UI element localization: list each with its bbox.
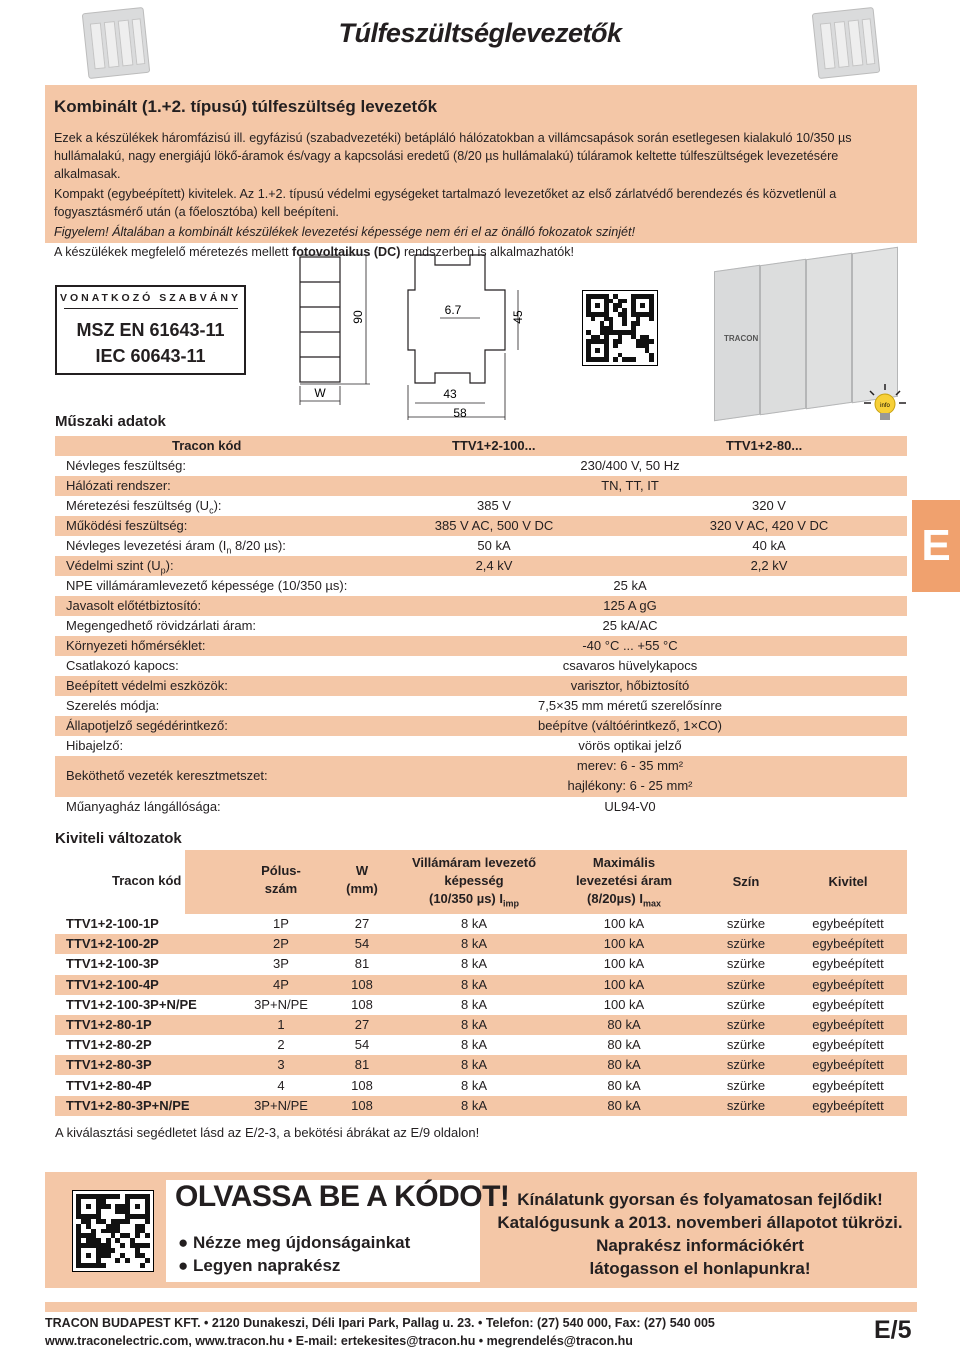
variant-max: 100 kA xyxy=(603,976,645,992)
lightbulb-icon xyxy=(862,383,908,423)
section-tab-e[interactable]: E xyxy=(912,500,960,592)
variant-max: 80 kA xyxy=(607,1037,641,1053)
variant-type: egybeépített xyxy=(812,1057,884,1073)
standard-box xyxy=(55,285,246,375)
variant-code: TTV1+2-80-3P xyxy=(66,1057,152,1073)
variant-imp: 8 kA xyxy=(460,1077,488,1093)
variant-w: 81 xyxy=(354,956,370,972)
variant-color: szürke xyxy=(726,1017,766,1032)
footer-contacts[interactable]: www.traconelectric.com, www.tracon.hu • E-mail: ertekesites@tracon.hu • megrendelés@tracon.hu xyxy=(45,1334,633,1348)
spec-label: Beköthető vezeték keresztmetszet: xyxy=(66,768,268,783)
variant-w: 108 xyxy=(351,976,373,992)
spec-label: Hálózati rendszer: xyxy=(66,478,171,493)
variant-type: egybeépített xyxy=(812,976,884,992)
spec-value-shared: 25 kA/AC xyxy=(602,618,658,633)
spec-value-100: 385 V xyxy=(477,498,511,513)
spec-value-80: 2,2 kV xyxy=(750,558,788,573)
variant-type: egybeépített xyxy=(812,916,884,931)
spec-value-shared: 125 A gG xyxy=(603,598,657,613)
footer xyxy=(45,1314,715,1350)
variant-code: TTV1+2-100-1P xyxy=(66,916,159,931)
variant-type: egybeépített xyxy=(812,1077,884,1093)
variant-w: 108 xyxy=(351,1097,373,1113)
variant-type: egybeépített xyxy=(812,956,884,972)
product-label: TRACON xyxy=(724,334,759,343)
promo-bullet-1-text: Nézze meg újdonságainkat xyxy=(193,1233,411,1252)
spec-label: Megengedhető rövidzárlati áram: xyxy=(66,618,257,633)
lightbulb-text: info xyxy=(880,403,890,409)
dim-43-label: 43 xyxy=(443,387,457,401)
spec-label: Műanyagház lángállósága: xyxy=(66,799,221,814)
read-code-heading: OLVASSA BE A KÓDOT! xyxy=(175,1180,510,1213)
specs-col2-header: TTV1+2-80... xyxy=(726,438,803,453)
page-number: E/5 xyxy=(874,1316,912,1344)
spec-row xyxy=(55,456,907,476)
spec-row xyxy=(55,797,907,817)
spec-label xyxy=(66,558,174,576)
spec-row xyxy=(55,516,907,536)
variant-poles: 2P xyxy=(273,936,289,952)
spec-value-shared: vörös optikai jelző xyxy=(578,738,682,753)
table-row xyxy=(55,1035,907,1055)
intro-heading: Kombinált (1.+2. típusú) túlfeszültség levezetők xyxy=(54,97,438,116)
dim-45-label: 45 xyxy=(511,310,525,324)
header-poles-2: szám xyxy=(264,881,298,896)
intro-paragraph-2: Kompakt (egybeépített) kivitelek. Az 1.+2. típusú védelmi egységeket tartalmazó levezetőket az első zárlatvédő berendezés és közvetlenül a fogyasztásmérő után (a főelosztóba) kell beépíteni. xyxy=(54,187,837,219)
footer-divider xyxy=(45,1302,917,1312)
variant-color: szürke xyxy=(726,1097,766,1113)
standard-label: VONATKOZÓ SZABVÁNY xyxy=(60,292,241,304)
intro-p4-a: A készülékek megfelelő méretezés mellett xyxy=(54,245,289,259)
variant-max: 100 kA xyxy=(603,956,645,972)
table-row xyxy=(55,914,907,934)
variant-color: szürke xyxy=(726,1077,766,1093)
variant-poles: 3 xyxy=(277,1057,285,1073)
header-max xyxy=(559,854,689,913)
variant-code: TTV1+2-100-3P+N/PE xyxy=(66,996,197,1012)
variant-imp: 8 kA xyxy=(460,1037,488,1053)
spec-label-end: ): xyxy=(213,498,222,513)
variant-color: szürke xyxy=(726,956,766,972)
variant-type: egybeépített xyxy=(812,936,884,952)
table-row xyxy=(55,1096,907,1116)
variant-w: 108 xyxy=(351,1077,373,1093)
spec-label: Szerelés módja: xyxy=(66,698,160,713)
variant-w: 108 xyxy=(351,996,373,1012)
variant-poles: 3P+N/PE xyxy=(254,1097,308,1113)
page-title: Túlfeszültséglevezetők xyxy=(338,18,622,48)
table-row xyxy=(55,934,907,954)
header-code: Tracon kód xyxy=(112,873,182,888)
standard-code-2: IEC 60643-11 xyxy=(95,346,206,366)
variants-note: A kiválasztási segédletet lásd az E/2-3, a bekötési ábrákat az E/9 oldalon! xyxy=(55,1125,480,1140)
spec-label: Beépített védelmi eszközök: xyxy=(66,678,228,693)
variant-code: TTV1+2-80-1P xyxy=(66,1017,152,1032)
variant-poles: 3P xyxy=(273,956,289,972)
qr-code-top[interactable] xyxy=(582,290,658,366)
spec-value-shared: -40 °C ... +55 °C xyxy=(582,638,678,653)
specs-heading: Műszaki adatok xyxy=(55,413,166,430)
spec-row xyxy=(55,576,907,596)
header-w-1: W xyxy=(355,863,369,878)
spec-value-shared: varisztor, hőbiztosító xyxy=(570,678,690,693)
spec-label-main: Névleges levezetési áram (I xyxy=(66,538,227,553)
variant-color: szürke xyxy=(726,976,766,992)
intro-paragraph-3 xyxy=(54,223,908,241)
spec-label-main: Méretezési feszültség (U xyxy=(66,498,210,513)
promo-line-3: Naprakész információkért xyxy=(596,1236,804,1255)
header-max-sub: max xyxy=(642,898,661,909)
spec-row xyxy=(55,536,907,556)
variants-header xyxy=(185,850,907,914)
spec-row xyxy=(55,616,907,636)
variant-max: 100 kA xyxy=(603,936,645,952)
header-imp-3: (10/350 µs) I xyxy=(429,891,503,906)
divider xyxy=(64,308,238,309)
variant-imp: 8 kA xyxy=(460,956,488,972)
header-max-2: levezetési áram xyxy=(575,873,673,888)
spec-value-80: 320 V AC, 420 V DC xyxy=(709,518,829,533)
spec-row xyxy=(55,596,907,616)
spec-label-sub: c xyxy=(209,505,214,516)
spec-value-shared: merev: 6 - 35 mm² xyxy=(576,758,684,773)
promo-line-4: látogasson el honlapunkra! xyxy=(589,1259,811,1278)
spec-row xyxy=(55,756,907,797)
spec-label xyxy=(66,498,222,516)
promo-bullet-2: ● Legyen naprakész xyxy=(178,1256,341,1275)
variant-imp: 8 kA xyxy=(460,936,488,952)
header-imp xyxy=(399,854,549,913)
variants-heading: Kiviteli változatok xyxy=(55,830,182,847)
header-w-2: (mm) xyxy=(346,881,378,896)
variant-code: TTV1+2-100-4P xyxy=(66,976,159,992)
table-row xyxy=(55,975,907,995)
variant-w: 27 xyxy=(354,916,370,931)
standard-code-1: MSZ EN 61643-11 xyxy=(76,320,225,340)
intro-p4-b: fotovoltaikus (DC) xyxy=(292,245,401,259)
dimension-drawing xyxy=(290,245,535,425)
variant-max: 80 kA xyxy=(607,1097,641,1113)
variant-type: egybeépített xyxy=(812,1037,884,1053)
spec-value-100: 2,4 kV xyxy=(475,558,513,573)
variant-color: szürke xyxy=(726,1037,766,1053)
table-row xyxy=(55,1076,907,1096)
spec-label-sub: p xyxy=(160,565,166,576)
specs-col-label: Tracon kód xyxy=(172,438,242,453)
spec-label: Hibajelző: xyxy=(66,738,124,753)
spec-label-main: Védelmi szint (U xyxy=(66,558,161,573)
promo-bullet-1: ● Nézze meg újdonságainkat xyxy=(178,1233,411,1252)
variant-poles: 3P+N/PE xyxy=(254,996,308,1012)
variant-color: szürke xyxy=(726,916,766,931)
variant-code: TTV1+2-100-3P xyxy=(66,956,159,972)
spec-value-shared: UL94-V0 xyxy=(604,799,656,814)
spec-label: Működési feszültség: xyxy=(66,518,188,533)
table-row xyxy=(55,1015,907,1035)
variant-imp: 8 kA xyxy=(460,976,488,992)
spec-label xyxy=(66,538,286,556)
header-max-3: (8/20µs) I xyxy=(587,891,643,906)
spec-row xyxy=(55,736,907,756)
spec-label: Javasolt előtétbiztosító: xyxy=(66,598,202,613)
variant-max: 100 kA xyxy=(603,916,645,931)
spec-value-100: 385 V AC, 500 V DC xyxy=(434,518,554,533)
spec-label: NPE villámáramlevezető képessége (10/350 µs): xyxy=(66,578,348,593)
intro-panel xyxy=(45,85,917,259)
header-poles-1: Pólus- xyxy=(261,863,301,878)
variant-type: egybeépített xyxy=(812,996,884,1012)
header-w xyxy=(346,862,378,898)
spec-label-end: ): xyxy=(165,558,174,573)
spec-value-shared: beépítve (váltóérintkező, 1×CO) xyxy=(538,718,722,733)
spec-value-80: 40 kA xyxy=(752,538,786,553)
specs-col1-header: TTV1+2-100... xyxy=(452,438,536,453)
dim-58-label: 58 xyxy=(453,406,467,420)
variant-poles: 4P xyxy=(273,976,289,992)
variant-max: 100 kA xyxy=(603,996,645,1012)
warning-label: Figyelem! xyxy=(54,225,109,239)
spec-row xyxy=(55,556,907,576)
spec-label: Környezeti hőmérséklet: xyxy=(66,638,206,653)
variant-color: szürke xyxy=(726,1057,766,1073)
dim-width-label: W xyxy=(314,386,326,400)
spec-label: Névleges feszültség: xyxy=(66,458,186,473)
spec-row xyxy=(55,476,907,496)
variant-poles: 1 xyxy=(277,1017,285,1032)
spec-label-sub: n xyxy=(226,545,232,556)
variant-type: egybeépített xyxy=(812,1097,884,1113)
spec-value-100: 50 kA xyxy=(477,538,511,553)
spec-label: Állapotjelző segédérintkező: xyxy=(66,718,228,733)
variant-imp: 8 kA xyxy=(460,916,488,931)
variant-poles: 4 xyxy=(277,1077,285,1093)
variant-w: 27 xyxy=(354,1017,370,1032)
variant-imp: 8 kA xyxy=(460,996,488,1012)
header-max-1: Maximális xyxy=(592,855,656,870)
header-poles xyxy=(261,862,301,898)
variant-code: TTV1+2-80-3P+N/PE xyxy=(66,1097,190,1113)
variant-w: 81 xyxy=(354,1057,370,1073)
spec-row xyxy=(55,636,907,656)
spec-value-shared: 7,5×35 mm méretű szerelősínre xyxy=(538,698,722,713)
spec-value-shared: csavaros hüvelykapocs xyxy=(562,658,698,673)
intro-paragraph-1: Ezek a készülékek háromfázisú ill. egyfázisú (szabadvezetéki) betápláló hálózatokban a villámcsapások során esetlegesen kialakuló 10/350 µs hullámalakú, nagy energiájú lökő-áramok és/vagy a kapcsolási eredetű (8/20 µs hullámalakú) túláramok keltette túlfeszültségek levezetésére alkalmasak. xyxy=(54,131,852,181)
variant-w: 54 xyxy=(354,936,370,952)
spec-value-shared-2: hajlékony: 6 - 25 mm² xyxy=(567,778,693,793)
variant-imp: 8 kA xyxy=(460,1057,488,1073)
variant-imp: 8 kA xyxy=(460,1097,488,1113)
variant-max: 80 kA xyxy=(607,1057,641,1073)
table-row xyxy=(55,954,907,974)
variant-poles: 2 xyxy=(277,1037,285,1053)
variant-w: 54 xyxy=(354,1037,370,1053)
variant-max: 80 kA xyxy=(607,1017,641,1032)
header-color: Szín xyxy=(732,874,760,889)
variant-color: szürke xyxy=(726,936,766,952)
warning-text: Általában a kombinált készülékek levezetési képessége nem éri el az önálló fokozatok szinjét! xyxy=(112,225,636,239)
spec-value-80: 320 V xyxy=(752,498,786,513)
table-row xyxy=(55,1055,907,1075)
spec-value-shared: 25 kA xyxy=(613,578,647,593)
spec-label-end: 8/20 µs): xyxy=(231,538,286,553)
variant-max: 80 kA xyxy=(607,1077,641,1093)
header-imp-sub: imp xyxy=(502,898,519,909)
variant-type: egybeépített xyxy=(812,1017,884,1032)
spec-row xyxy=(55,696,907,716)
promo-bullet-2-text: Legyen naprakész xyxy=(193,1256,341,1275)
table-row xyxy=(55,995,907,1015)
dim-small-label: 6.7 xyxy=(444,303,462,317)
variant-code: TTV1+2-80-4P xyxy=(66,1077,152,1093)
dim-height-label: 90 xyxy=(351,310,365,324)
spec-row xyxy=(55,496,907,516)
variant-poles: 1P xyxy=(273,916,289,931)
intro-p4-c: rendszerben is alkalmazhatók! xyxy=(403,245,575,259)
footer-address: TRACON BUDAPEST KFT. • 2120 Dunakeszi, Déli Ipari Park, Pallag u. 23. • Telefon: (27) 540 000, Fax: (27) 540 005 xyxy=(45,1316,715,1330)
spec-row xyxy=(55,676,907,696)
variant-color: szürke xyxy=(726,996,766,1012)
qr-code-bottom[interactable] xyxy=(72,1190,154,1272)
spec-row xyxy=(55,716,907,736)
promo-right-text xyxy=(490,1188,910,1280)
header-imp-1: Villámáram levezető xyxy=(411,855,537,870)
spec-value-shared: TN, TT, IT xyxy=(601,478,659,493)
header-type: Kivitel xyxy=(828,874,868,889)
variant-code: TTV1+2-80-2P xyxy=(66,1037,152,1053)
spec-value-shared: 230/400 V, 50 Hz xyxy=(580,458,680,473)
promo-line-2: Katalógusunk a 2013. novemberi állapotot tükrözi. xyxy=(497,1213,903,1232)
spec-row xyxy=(55,656,907,676)
spec-label: Csatlakozó kapocs: xyxy=(66,658,179,673)
variant-imp: 8 kA xyxy=(460,1017,488,1032)
variant-code: TTV1+2-100-2P xyxy=(66,936,159,952)
promo-line-1: Kínálatunk gyorsan és folyamatosan fejlődik! xyxy=(517,1190,883,1209)
header-imp-2: képesség xyxy=(444,873,504,888)
